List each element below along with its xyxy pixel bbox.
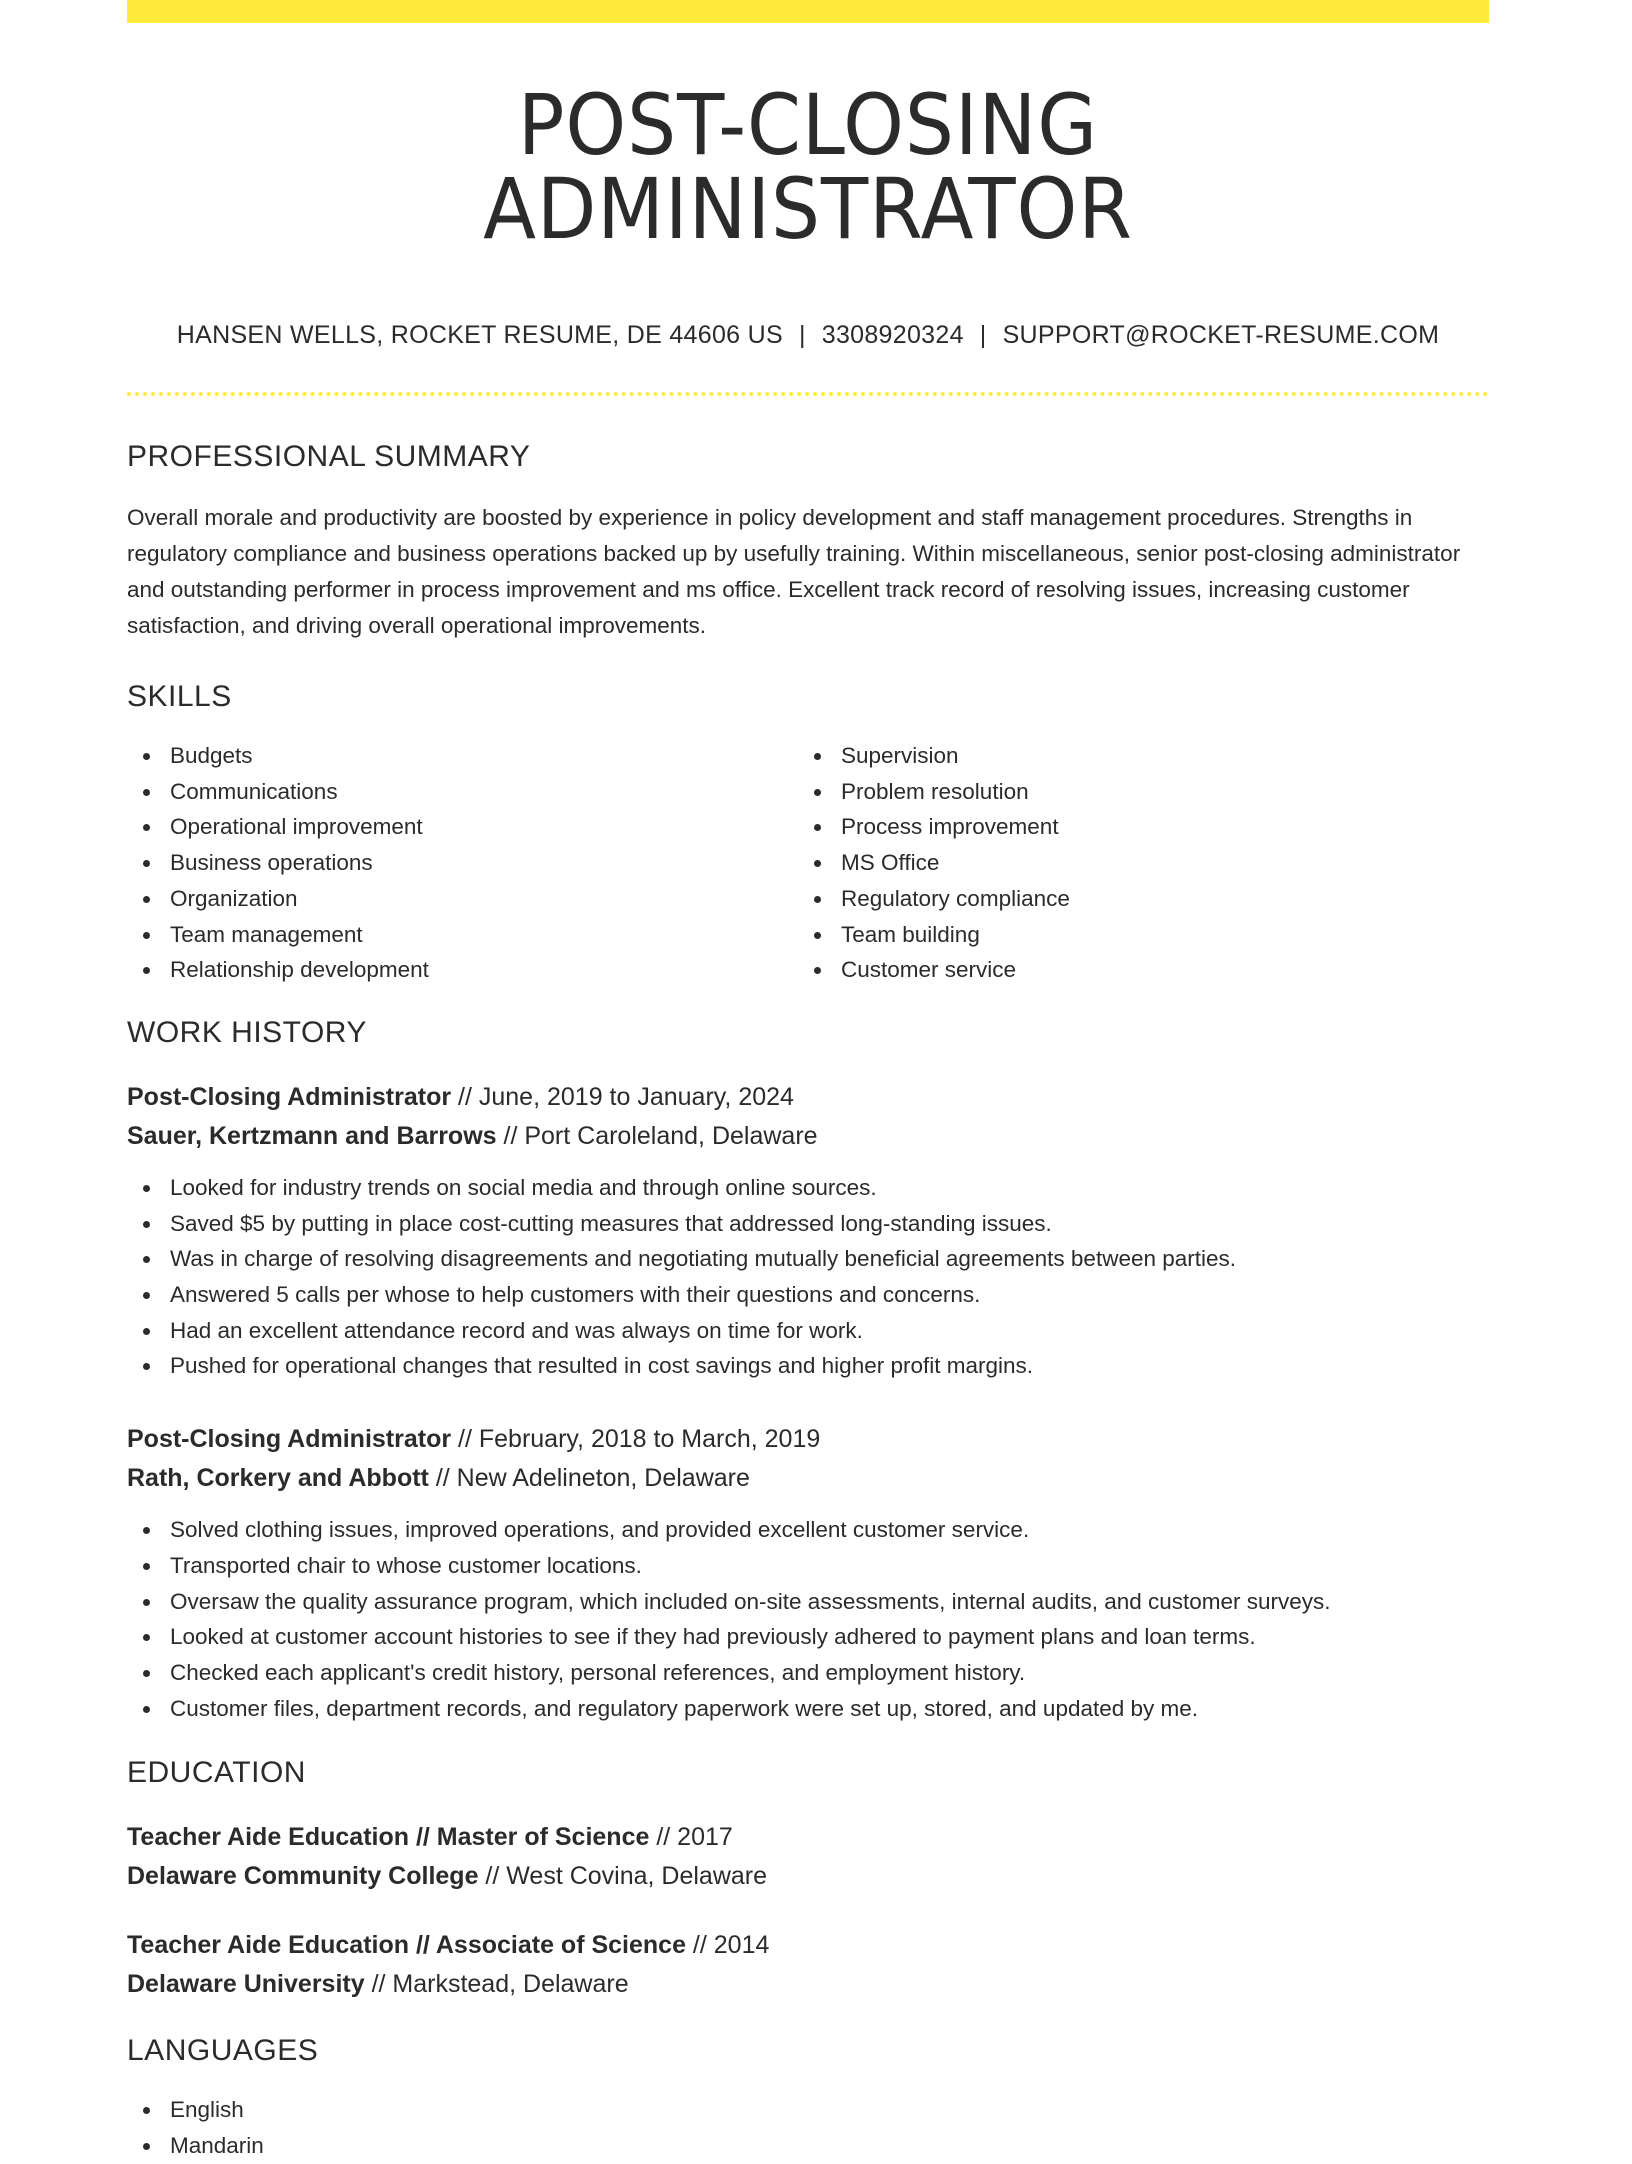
education-entry (127, 1926, 1489, 2004)
education-degree-line (127, 1818, 1489, 1857)
job-company: Sauer, Kertzmann and Barrows (127, 1121, 497, 1150)
skill-item: Team management (127, 917, 798, 953)
education-location: // West Covina, Delaware (478, 1862, 768, 1891)
skills-heading: SKILLS (127, 680, 232, 713)
job-bullet: Pushed for operational changes that resulted in cost savings and higher profit margins. (127, 1348, 1489, 1384)
education-location: // Markstead, Delaware (364, 1970, 629, 1999)
contact-line (127, 321, 1489, 350)
job-location: // Port Caroleland, Delaware (496, 1121, 818, 1150)
contact-separator: | (979, 321, 987, 349)
contact-address: HANSEN WELLS, ROCKET RESUME, DE 44606 US (176, 321, 783, 349)
job-entry (127, 1078, 1489, 1384)
skill-item: Budgets (127, 738, 798, 774)
language-item: English (127, 2092, 1489, 2128)
job-entry (127, 1420, 1489, 1726)
skill-item: MS Office (798, 845, 1469, 881)
education-year: // 2017 (649, 1823, 733, 1852)
skill-item: Relationship development (127, 952, 798, 988)
summary-heading: PROFESSIONAL SUMMARY (127, 440, 531, 473)
job-dates: // February, 2018 to March, 2019 (451, 1425, 821, 1454)
job-company-line (127, 1459, 1489, 1498)
skill-item: Customer service (798, 952, 1469, 988)
job-bullet: Saved $5 by putting in place cost-cutting measures that addressed long-standing issues. (127, 1206, 1489, 1242)
skill-item: Regulatory compliance (798, 881, 1469, 917)
job-role-line (127, 1078, 1489, 1117)
skills-column-right (798, 738, 1469, 988)
contact-phone[interactable]: 3308920324 (821, 321, 964, 349)
contact-separator: | (798, 321, 806, 349)
education-heading: EDUCATION (127, 1756, 306, 1790)
accent-top-bar (127, 0, 1489, 23)
contact-email[interactable]: SUPPORT@ROCKET-RESUME.COM (1002, 321, 1440, 349)
skill-item: Communications (127, 774, 798, 810)
education-school-line (127, 1965, 1489, 2004)
work-history-heading: WORK HISTORY (127, 1015, 367, 1049)
job-location: // New Adelineton, Delaware (428, 1464, 750, 1493)
education-school-line (127, 1857, 1489, 1896)
education-degree: Teacher Aide Education // Associate of Science (127, 1931, 686, 1960)
languages-heading: LANGUAGES (127, 2034, 319, 2068)
language-item: Mandarin (127, 2128, 1489, 2164)
job-bullet: Customer files, department records, and regulatory paperwork were set up, stored, and updated by me. (127, 1691, 1489, 1727)
education-entry (127, 1818, 1489, 1896)
skill-item: Business operations (127, 845, 798, 881)
job-company-line (127, 1117, 1489, 1156)
languages-list (127, 2092, 1489, 2163)
skill-item: Team building (798, 917, 1469, 953)
job-bullet: Transported chair to whose customer locations. (127, 1548, 1489, 1584)
job-bullet: Had an excellent attendance record and was always on time for work. (127, 1313, 1489, 1349)
skills-column-left (127, 738, 798, 988)
skills-list (127, 738, 1489, 988)
job-dates: // June, 2019 to January, 2024 (451, 1082, 794, 1111)
job-bullet: Looked for industry trends on social media and through online sources. (127, 1170, 1489, 1206)
job-role: Post-Closing Administrator (127, 1425, 452, 1454)
resume-page (127, 0, 1489, 2164)
skill-item: Operational improvement (127, 809, 798, 845)
education-year: // 2014 (685, 1931, 770, 1960)
education-degree: Teacher Aide Education // Master of Science (127, 1823, 650, 1852)
resume-title: POST-CLOSING ADMINISTRATOR (483, 76, 1133, 258)
job-bullet: Checked each applicant's credit history, personal references, and employment history. (127, 1655, 1489, 1691)
job-bullet: Solved clothing issues, improved operations, and provided excellent customer service. (127, 1512, 1489, 1548)
job-role-line (127, 1420, 1489, 1459)
education-degree-line (127, 1926, 1489, 1965)
job-bullet: Was in charge of resolving disagreements and negotiating mutually beneficial agreements between parties. (127, 1241, 1489, 1277)
job-role: Post-Closing Administrator (127, 1082, 452, 1111)
skill-item: Process improvement (798, 809, 1469, 845)
job-company: Rath, Corkery and Abbott (127, 1464, 429, 1493)
summary-text: Overall morale and productivity are boosted by experience in policy development and staff management procedures. Strengths in regulatory compliance and business operations backed up by usefully training. Within miscellaneous, senior post-closing administrator and outstanding performer in process improvement and ms office. Excellent track record of resolving issues, increasing customer satisfaction, and driving overall operational improvements. (127, 505, 1461, 638)
dotted-divider (127, 392, 1489, 396)
job-bullet: Answered 5 calls per whose to help customers with their questions and concerns. (127, 1277, 1489, 1313)
skill-item: Supervision (798, 738, 1469, 774)
job-bullet: Looked at customer account histories to see if they had previously adhered to payment plans and loan terms. (127, 1619, 1489, 1655)
job-bullets (127, 1170, 1489, 1384)
education-school: Delaware Community College (127, 1862, 479, 1891)
job-bullet: Oversaw the quality assurance program, which included on-site assessments, internal audits, and customer surveys. (127, 1584, 1489, 1620)
education-school: Delaware University (127, 1970, 365, 1999)
job-bullets (127, 1512, 1489, 1726)
skill-item: Problem resolution (798, 774, 1469, 810)
skill-item: Organization (127, 881, 798, 917)
